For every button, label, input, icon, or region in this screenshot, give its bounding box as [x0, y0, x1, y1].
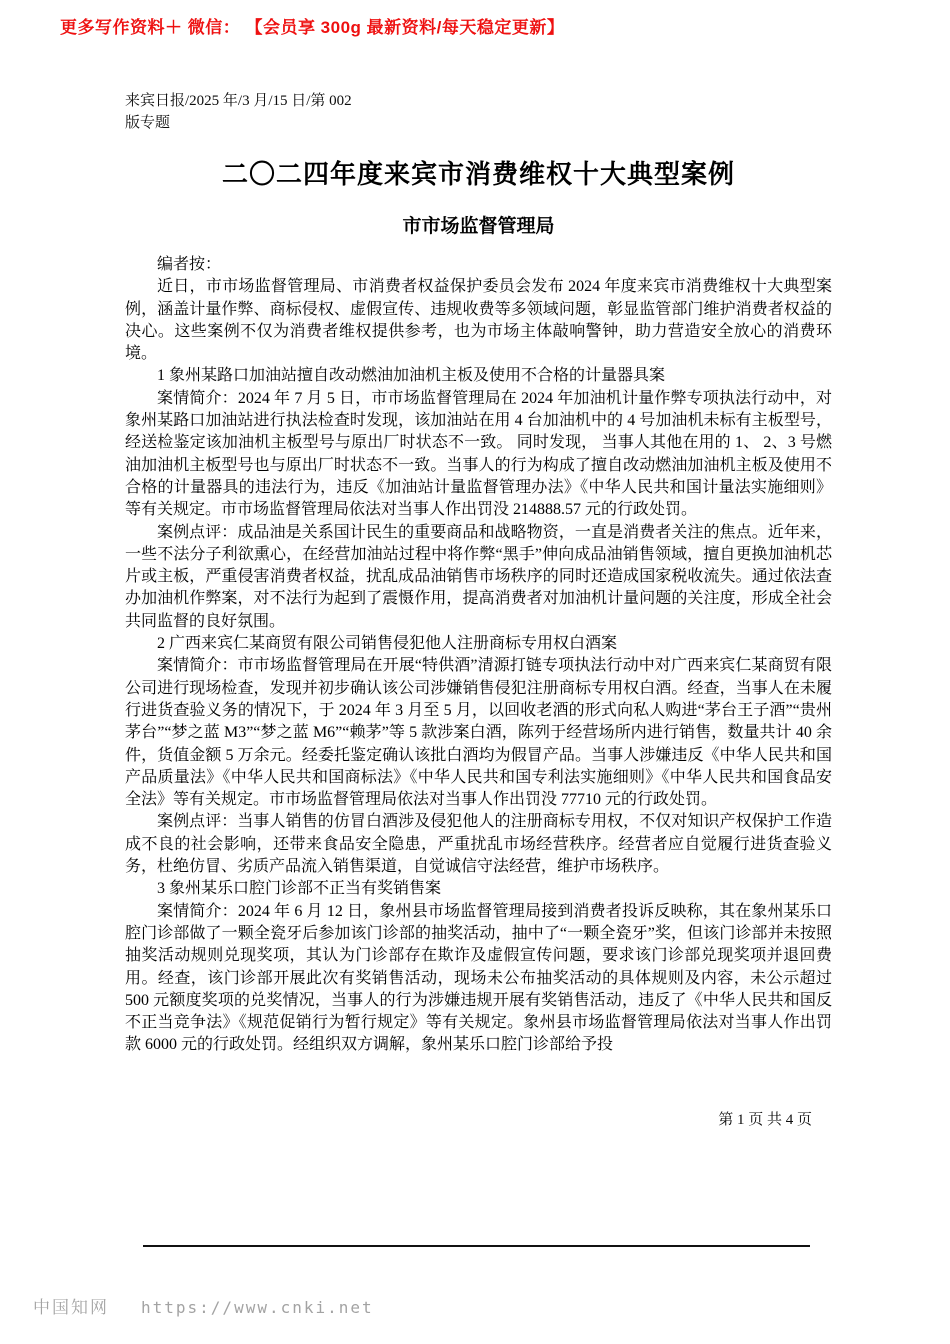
article-paragraph: 案例点评：当事人销售的仿冒白酒涉及侵犯他人的注册商标专用权，不仅对知识产权保护工作造成不良的社会影响，还带来食品安全隐患，严重扰乱市场经营秩序。经营者应自觉履行进货查验义务，杜绝仿冒、劣质产品流入销售渠道，自觉诚信守法经营，维护市场秩序。 [125, 813, 832, 876]
case-heading: 3 象州某乐口腔门诊部不正当有奖销售案 [157, 880, 442, 898]
article-byline: 市市场监督管理局 [402, 216, 555, 237]
cnki-brand-label: 中国知网 [33, 1298, 109, 1317]
article-title: 二〇二四年度来宾市消费维权十大典型案例 [221, 159, 735, 189]
article-paragraph: 案情简介：2024 年 6 月 12 日，象州县市场监督管理局接到消费者投诉反映称，其在象州某乐口腔门诊部做了一颗全瓷牙后参加该门诊部的抽奖活动，抽中了“一颗全瓷牙”奖，但该门诊部并未按照抽奖活动规则兑现奖项，其认为门诊部存在欺诈及虚假宣传问题，要求该门诊部兑现奖项并退回费用。经查，该门诊部开展此次有奖销售活动，现场未公布抽奖活动的具体规则及内容，未公示超过 500 元额度奖项的兑奖情况，当事人的行为涉嫌违规开展有奖销售活动，违反了《中华人民共和国反不正当竞争法》《规范促销行为暂行规定》等有关规定。象州县市场监督管理局依法对当事人作出罚款 6000 元的行政处罚。经组织双方调解，象州某乐口腔门诊部给予投 [125, 902, 832, 1054]
dateline-line1: 来宾日报/2025 年/3 月/15 日/第 002 [125, 93, 352, 109]
case-heading: 1 象州某路口加油站擅自改动燃油加油机主板及使用不合格的计量器具案 [157, 367, 666, 385]
site-footer [33, 1293, 374, 1318]
article-paragraph: 案情简介：市市场监督管理局在开展“特供酒”清源打链专项执法行动中对广西来宾仁某商贸有限公司进行现场检查，发现并初步确认该公司涉嫌销售侵犯注册商标专用权白酒。经查，当事人在未履行进货查验义务的情况下，于 2024 年 3 月至 5 月，以回收老酒的形式向私人购进“茅台王子酒”“贵州茅台”“梦之蓝 M3”“梦之蓝 M6”“赖茅”等 5 款涉案白酒，陈列于经营场所内进行销售，数量共计 40 余件，货值金额 5 万余元。经委托鉴定确认该批白酒均为假冒产品。当事人涉嫌违反《中华人民共和国产品质量法》《中华人民共和国商标法》《中华人民共和国专利法实施细则》《中华人民共和国食品安全法》等有关规定。市市场监督管理局依法对当事人作出罚没 77710 元的行政处罚。 [125, 657, 832, 809]
page-indicator: 第 1 页 共 4 页 [718, 1112, 812, 1128]
dateline [125, 90, 832, 134]
cnki-url: https://www.cnki.net [141, 1298, 374, 1317]
case-heading: 2 广西来宾仁某商贸有限公司销售侵犯他人注册商标专用权白酒案 [157, 635, 618, 653]
article-paragraph: 近日，市市场监督管理局、市消费者权益保护委员会发布 2024 年度来宾市消费维权十大典型案例，涵盖计量作弊、商标侵权、虚假宣传、违规收费等多领域问题，彰显监管部门维护消费者权益的决心。这些案例不仅为消费者维权提供参考，也为市场主体敲响警钟，助力营造安全放心的消费环境。 [125, 278, 832, 363]
promo-banner-text: 更多写作资料＋ 微信： 【会员享 300g 最新资料/每天稳定更新】 [60, 18, 565, 37]
article-body [125, 254, 832, 1057]
article-paragraph: 编者按： [157, 256, 222, 273]
dateline-line2: 版专题 [125, 115, 171, 131]
footer-divider [143, 1245, 810, 1247]
article-paragraph: 案例点评：成品油是关系国计民生的重要商品和战略物资，一直是消费者关注的焦点。近年来，一些不法分子利欲熏心，在经营加油站过程中将作弊“黑手”伸向成品油销售领域，擅自更换加油机芯片或主板，严重侵害消费者权益，扰乱成品油销售市场秩序的同时还造成国家税收流失。通过依法查办加油机作弊案，对不法行为起到了震慑作用，提高消费者对加油机计量问题的关注度，形成全社会共同监督的良好氛围。 [125, 523, 832, 630]
article-paragraph: 案情简介：2024 年 7 月 5 日，市市场监督管理局在 2024 年加油机计量作弊专项执法行动中，对象州某路口加油站进行执法检查时发现，该加油站在用 4 台加油机中的 4 号加油机未标有主板型号， 经送检鉴定该加油机主板型号与原出厂时状态不一致。 同时发现， 当事人其他在用的 1、 2、3 号燃油加油机主板型号也与原出厂时状态不一致。当事人的行为构成了擅自改动燃油加油机主板及使用不合格的计量器具的违法行为，违反《加油站计量监督管理办法》《中华人民共和国计量法实施细则》等有关规定。市市场监督管理局依法对当事人作出罚没 214888.57 元的行政处罚。 [125, 389, 832, 519]
